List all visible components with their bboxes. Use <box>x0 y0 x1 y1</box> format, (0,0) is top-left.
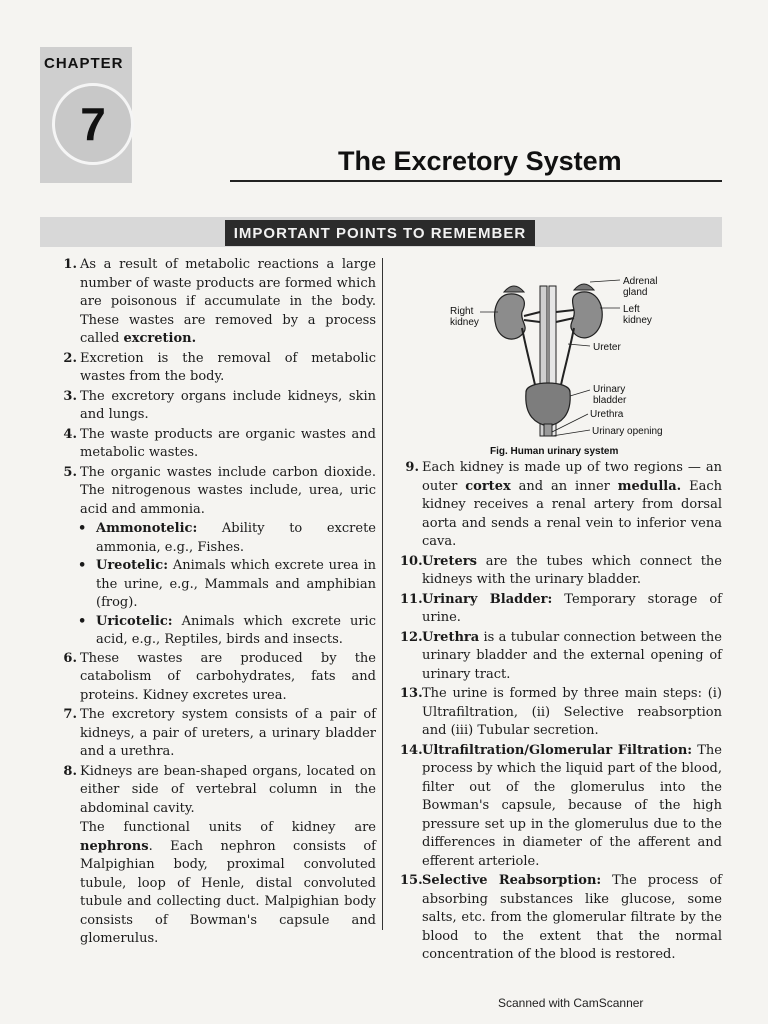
point-number: 3. <box>63 388 77 404</box>
point-bold: Urethra <box>422 629 480 645</box>
point-text: Excretion is the removal of metabolic wastes from the body. <box>80 350 376 384</box>
point-desc: is a tubular connection between the urinary bladder and the external opening of urinary tract. <box>422 629 722 682</box>
label-right-kidney: kidney <box>450 317 479 328</box>
point-6 <box>58 650 376 706</box>
point-text: These wastes are produced by the catabolism of carbohydrates, fats and proteins. Kidney excretes urea. <box>80 650 376 703</box>
point-1-bold: excretion. <box>123 331 197 346</box>
bullet-term: Uricotelic: <box>96 613 173 629</box>
label-urinary: Urinary <box>593 384 626 395</box>
point-9 <box>400 459 722 552</box>
bullet-uricotelic <box>78 613 376 650</box>
bladder-shape <box>526 383 570 426</box>
bullet-text <box>96 557 376 613</box>
chapter-box <box>40 47 132 183</box>
label-urethra: Urethra <box>590 409 624 420</box>
point-text: The urine is formed by three main steps: (i) Ultrafiltration, (ii) Selective reabsorption and (iii) Tubular secretion. <box>422 686 722 738</box>
point-text <box>422 872 722 965</box>
bullet-icon: • <box>78 613 87 629</box>
point-4 <box>58 426 376 463</box>
point-desc: are the tubes which connect the kidneys with the urinary bladder. <box>422 553 722 587</box>
point-13 <box>400 685 722 741</box>
label-left: Left <box>623 304 640 315</box>
point-5 <box>58 464 376 520</box>
point-number: 7. <box>63 707 77 722</box>
point-bold: Ureters <box>422 553 477 569</box>
point-number: 5. <box>63 464 77 480</box>
point-desc: The process of absorbing substances like glucose, some salts, etc. from the glomerular filtrate by the blood to the extent that the normal concentration of the blood is restored. <box>422 873 722 962</box>
point-number: 6. <box>63 650 77 666</box>
label-opening: Urinary opening <box>592 426 663 437</box>
adrenal-gland-shape-left <box>574 284 594 290</box>
point-8-continuation <box>80 819 376 949</box>
chapter-number: 7 <box>80 98 106 150</box>
cont-bold: nephrons <box>80 838 149 854</box>
label-left-kidney: kidney <box>623 315 652 326</box>
cont-text: The functional units of kidney are <box>80 820 376 835</box>
left-column <box>58 256 376 949</box>
point-11 <box>400 591 722 628</box>
label-right: Right <box>450 306 474 317</box>
point-number: 13. <box>400 686 423 701</box>
point-text <box>422 629 722 685</box>
point-2 <box>58 350 376 387</box>
right-column <box>400 459 722 966</box>
point-text <box>422 459 722 552</box>
point-10 <box>400 553 722 590</box>
point-number: 1. <box>63 257 77 272</box>
chapter-label: CHAPTER <box>44 55 124 72</box>
point-text <box>80 256 376 349</box>
right-kidney-shape <box>495 294 526 339</box>
bullet-desc: Animals which excrete urea in the urine, e.g., Mammals and amphibian (frog). <box>96 558 376 610</box>
p9-medulla: medulla. <box>617 478 682 494</box>
p9-d: Each kidney receives a renal artery from dorsal aorta and sends a renal vein to inferior vena cava. <box>422 478 722 549</box>
point-3 <box>58 388 376 425</box>
point-text <box>422 591 722 628</box>
point-bold: Selective Reabsorption: <box>422 873 602 888</box>
point-text: Kidneys are bean-shaped organs, located on either side of vertebral column in the abdominal cavity. <box>80 763 376 816</box>
point-12 <box>400 629 722 685</box>
p9-c: and an inner <box>510 478 618 494</box>
point-desc: The process by which the liquid part of the blood, filter out of the glomerulus into the Bowman's capsule, because of the high pressure set up in the glomerulus due to the differences in diameter of the afferent and efferent arteriole. <box>422 742 722 869</box>
ureter-left <box>560 328 574 390</box>
bullet-icon: • <box>78 558 87 573</box>
point-text: The organic wastes include carbon dioxide. The nitrogenous wastes include, urea, uric acid and ammonia. <box>80 464 376 517</box>
point-1-text: As a result of metabolic reactions a large number of waste products are formed which are poisonous if accumulate in the body. These wastes are removed by a process called <box>80 257 376 346</box>
bullet-term: Ammonotelic: <box>96 521 198 536</box>
point-bold: Ultrafiltration/Glomerular Filtration: <box>422 742 693 758</box>
bullet-icon: • <box>78 521 87 536</box>
chapter-number-badge <box>52 83 134 165</box>
bullet-ammonotelic <box>78 520 376 557</box>
bullet-ureotelic <box>78 557 376 613</box>
p9-a: Each kidney is made up of two regions — an outer <box>422 460 722 494</box>
figure-caption: Fig. Human urinary system <box>490 446 619 457</box>
bullet-desc: Animals which excrete uric acid, e.g., Reptiles, birds and insects. <box>96 613 376 647</box>
point-text: The excretory system consists of a pair of kidneys, a pair of ureters, a urinary bladder and a urethra. <box>80 707 376 759</box>
point-number: 12. <box>400 629 423 645</box>
adrenal-gland-shape <box>504 286 524 292</box>
point-number: 11. <box>400 591 423 607</box>
bullet-text <box>96 613 376 650</box>
point-text <box>422 553 722 590</box>
point-number: 4. <box>63 426 77 442</box>
cont-text-2: . Each nephron consists of Malpighian body, proximal convoluted tubule, loop of Henle, distal convoluted tubule and collecting duct. Malpighian body consists of Bowman's capsule and glomerulus. <box>80 838 376 946</box>
bullet-desc: Ability to excrete ammonia, e.g., Fishes. <box>96 521 376 555</box>
label-bladder: bladder <box>593 395 627 406</box>
point-8 <box>58 763 376 819</box>
point-15 <box>400 872 722 965</box>
chapter-title: The Excretory System <box>338 146 622 176</box>
bullet-term: Ureotelic: <box>96 558 168 573</box>
section-banner: IMPORTANT POINTS TO REMEMBER <box>225 220 535 246</box>
left-kidney-shape <box>571 292 602 338</box>
ureter-right <box>522 328 536 390</box>
point-number: 8. <box>63 763 77 779</box>
point-number: 2. <box>63 350 77 366</box>
bullet-text <box>96 520 376 557</box>
urethra-shape <box>544 424 552 436</box>
point-number: 14. <box>400 742 423 758</box>
point-number: 9. <box>405 460 419 475</box>
title-rule <box>230 180 722 182</box>
point-text: The excretory organs include kidneys, skin and lungs. <box>80 388 376 422</box>
point-1 <box>58 256 376 349</box>
column-divider <box>382 258 383 930</box>
point-14 <box>400 742 722 872</box>
point-text: The waste products are organic wastes and metabolic wastes. <box>80 426 376 460</box>
point-bold: Urinary Bladder: <box>422 591 553 607</box>
p9-cortex: cortex <box>465 478 511 494</box>
point-number: 10. <box>400 553 423 569</box>
label-adrenal: Adrenal <box>623 276 658 287</box>
point-number: 15. <box>400 873 423 888</box>
label-ureter: Ureter <box>593 342 621 353</box>
point-7 <box>58 706 376 762</box>
scanner-footer: Scanned with CamScanner <box>498 996 644 1010</box>
label-gland: gland <box>623 287 648 298</box>
point-text <box>422 742 722 872</box>
point-desc: Temporary storage of urine. <box>422 591 722 625</box>
urinary-system-diagram <box>440 268 680 458</box>
